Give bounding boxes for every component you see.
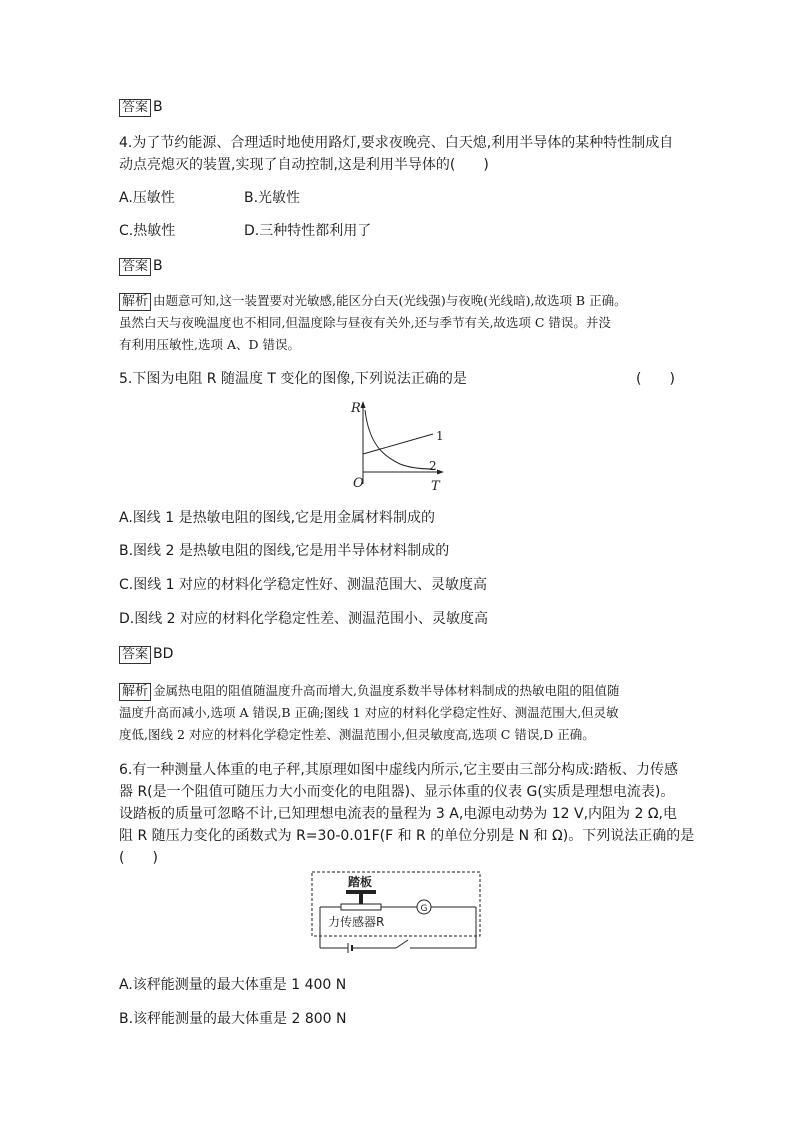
q4-option-c: C.热敏性 bbox=[119, 223, 176, 239]
explain-tag: 解析 bbox=[119, 683, 151, 701]
q3-answer bbox=[119, 97, 163, 117]
galvanometer-label: G bbox=[420, 904, 428, 914]
resistance-temperature-graph bbox=[345, 396, 450, 496]
origin-label: O bbox=[353, 476, 364, 491]
sensor-label: 力传感器R bbox=[328, 915, 385, 929]
q5-answer bbox=[119, 644, 173, 664]
q3-answer-value: B bbox=[153, 99, 163, 115]
q4-expl-text1: 由题意可知,这一装置要对光敏感,能区分白天(光线强)与夜晚(光线暗),故选项 B 正确。 bbox=[153, 293, 627, 308]
pedal-stem bbox=[359, 894, 363, 904]
q5-option-c: C.图线 1 对应的材料化学稳定性好、测温范围大、灵敏度高 bbox=[119, 577, 488, 593]
q6-option-a: A.该秤能测量的最大体重是 1 400 N bbox=[119, 977, 347, 993]
scale-circuit-diagram bbox=[308, 868, 486, 958]
q6-stem-line1: 6.有一种测量人体重的电子秤,其原理如图中虚线内所示,它主要由三部分构成:踏板、力传感 bbox=[119, 762, 678, 778]
q6-stem-line5: ( ) bbox=[119, 850, 158, 866]
x-axis-arrow bbox=[437, 470, 444, 475]
q4-option-a: A.压敏性 bbox=[119, 190, 175, 206]
q5-option-b: B.图线 2 是热敏电阻的图线,它是用半导体材料制成的 bbox=[119, 543, 450, 559]
q4-explanation-line3: 有利用压敏性,选项 A、D 错误。 bbox=[119, 337, 300, 352]
q4-answer bbox=[119, 256, 163, 276]
q5-answer-paren: ( ) bbox=[636, 371, 675, 387]
q6-option-b: B.该秤能测量的最大体重是 2 800 N bbox=[119, 1011, 347, 1027]
y-axis-label: R bbox=[351, 401, 361, 416]
curve-2 bbox=[365, 410, 433, 469]
force-sensor-resistor bbox=[341, 904, 381, 910]
q5-answer-value: BD bbox=[153, 646, 174, 662]
pedal-plate bbox=[346, 890, 376, 894]
pedal-label: 踏板 bbox=[348, 875, 373, 889]
answer-tag: 答案 bbox=[119, 99, 151, 117]
q5-stem: 5.下图为电阻 R 随温度 T 变化的图像,下列说法正确的是 bbox=[119, 371, 467, 387]
explain-tag: 解析 bbox=[119, 293, 151, 311]
q5-explanation-line2: 温度升高而减小,选项 A 错误,B 正确;图线 1 对应的材料化学稳定性好、测温范围大,但灵敏 bbox=[119, 705, 619, 720]
q6-stem-line2: 器 R(是一个阻值可随压力大小而变化的电阻器)、显示体重的仪表 G(实质是理想电流表)。 bbox=[119, 784, 675, 800]
q6-stem-line4: 阻 R 随压力变化的函数式为 R=30-0.01F(F 和 R 的单位分别是 N 和 Ω)。下列说法正确的是 bbox=[119, 828, 695, 844]
q5-option-a: A.图线 1 是热敏电阻的图线,它是用金属材料制成的 bbox=[119, 510, 436, 526]
q4-explanation-line2: 虽然白天与夜晚温度也不相同,但温度除与昼夜有关外,还与季节有关,故选项 C 错误。并没 bbox=[119, 315, 611, 330]
q6-stem-line3: 设踏板的质量可忽略不计,已知理想电流表的量程为 3 A,电源电动势为 12 V,内阻为 2 Ω,电 bbox=[119, 806, 677, 822]
q4-stem-line1: 4.为了节约能源、合理适时地使用路灯,要求夜晚亮、白天熄,利用半导体的某种特性制成自 bbox=[119, 135, 674, 151]
q4-answer-value: B bbox=[153, 258, 163, 274]
q5-explanation-line3: 度低,图线 2 对应的材料化学稳定性差、测温范围小,但灵敏度高,选项 C 错误,D 正确。 bbox=[119, 727, 595, 742]
x-axis-label: T bbox=[431, 479, 440, 494]
q4-stem-line2: 动点亮熄灭的装置,实现了自动控制,这是利用半导体的( ) bbox=[119, 157, 489, 173]
q4-option-d: D.三种特性都利用了 bbox=[244, 223, 372, 239]
q4-option-b: B.光敏性 bbox=[244, 190, 301, 206]
curve-2-label: 2 bbox=[429, 459, 437, 473]
curve-1 bbox=[363, 434, 433, 454]
q5-expl-text1: 金属热电阻的阻值随温度升高而增大,负温度系数半导体材料制成的热敏电阻的阻值随 bbox=[153, 683, 620, 698]
y-axis-arrow bbox=[361, 401, 366, 408]
switch bbox=[396, 940, 408, 948]
q5-explanation-line1 bbox=[119, 679, 620, 702]
answer-tag: 答案 bbox=[119, 258, 151, 276]
q5-option-d: D.图线 2 对应的材料化学稳定性差、测温范围小、灵敏度高 bbox=[119, 611, 489, 627]
answer-tag: 答案 bbox=[119, 646, 151, 664]
curve-1-label: 1 bbox=[436, 429, 444, 443]
q4-explanation-line1 bbox=[119, 289, 627, 312]
